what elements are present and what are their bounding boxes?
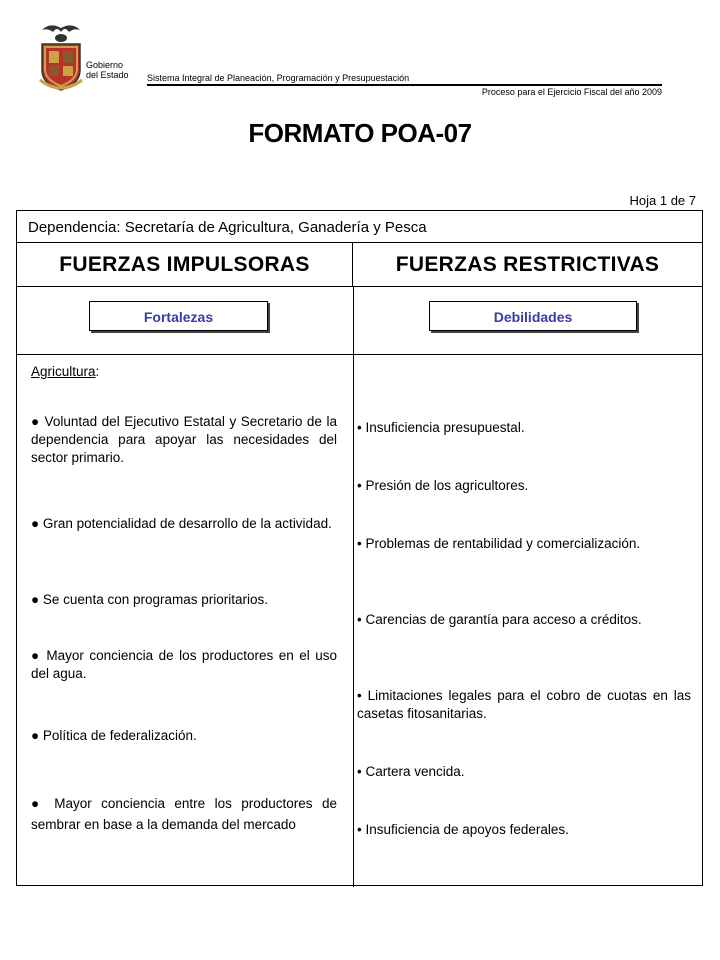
fortaleza-item: ● Mayor conciencia de los productores en el uso del agua. bbox=[31, 648, 337, 681]
fuerzas-impulsoras-header: FUERZAS IMPULSORAS bbox=[17, 243, 353, 286]
section-title-colon: : bbox=[95, 364, 100, 379]
section-title bbox=[31, 363, 99, 381]
section-title-text: Agricultura bbox=[31, 364, 96, 379]
fortaleza-item: ● Gran potencialidad de desarrollo de la actividad. bbox=[31, 516, 332, 531]
debilidad-item: • Limitaciones legales para el cobro de cuotas en las casetas fitosanitarias. bbox=[357, 688, 691, 721]
page-number: Hoja 1 de 7 bbox=[629, 193, 696, 208]
column-headers bbox=[17, 243, 702, 287]
fuerzas-restrictivas-header: FUERZAS RESTRICTIVAS bbox=[395, 253, 660, 276]
proceso-label: Proceso para el Ejercicio Fiscal del año 2009 bbox=[481, 87, 662, 97]
fortalezas-label: Fortalezas bbox=[89, 301, 268, 331]
debilidad-item: • Problemas de rentabilidad y comercialización. bbox=[357, 536, 641, 551]
debilidad-item: • Presión de los agricultores. bbox=[357, 478, 529, 493]
page-title: FORMATO POA-07 bbox=[248, 118, 472, 148]
gobierno-label bbox=[86, 60, 129, 80]
column-divider bbox=[353, 287, 354, 887]
debilidad-item: • Insuficiencia presupuestal. bbox=[357, 420, 525, 435]
fortaleza-item: ● Se cuenta con programas prioritarios. bbox=[31, 592, 269, 607]
fortaleza-item: ● Mayor conciencia entre los productores de sembrar en base a la demanda del mercado bbox=[31, 796, 337, 832]
fortaleza-item: ● Voluntad del Ejecutivo Estatal y Secretario de la dependencia para apoyar las necesidades del sector primario. bbox=[31, 414, 337, 465]
gobierno-line1: Gobierno bbox=[86, 60, 124, 70]
debilidades-label: Debilidades bbox=[429, 301, 637, 331]
header-divider bbox=[147, 84, 662, 86]
debilidad-item: • Insuficiencia de apoyos federales. bbox=[357, 822, 569, 837]
poa-table bbox=[16, 210, 703, 886]
dependencia-row: Dependencia: Secretaría de Agricultura, Ganadería y Pesca bbox=[17, 211, 702, 243]
gobierno-line2: del Estado bbox=[86, 70, 129, 80]
debilidad-item: • Cartera vencida. bbox=[357, 764, 465, 779]
state-seal-icon bbox=[36, 20, 86, 94]
sistema-label: Sistema Integral de Planeación, Programación y Presupuestación bbox=[147, 73, 410, 83]
fortaleza-item: ● Política de federalización. bbox=[31, 728, 197, 743]
debilidad-item: • Carencias de garantía para acceso a créditos. bbox=[357, 612, 642, 627]
subheader-row bbox=[17, 287, 702, 355]
